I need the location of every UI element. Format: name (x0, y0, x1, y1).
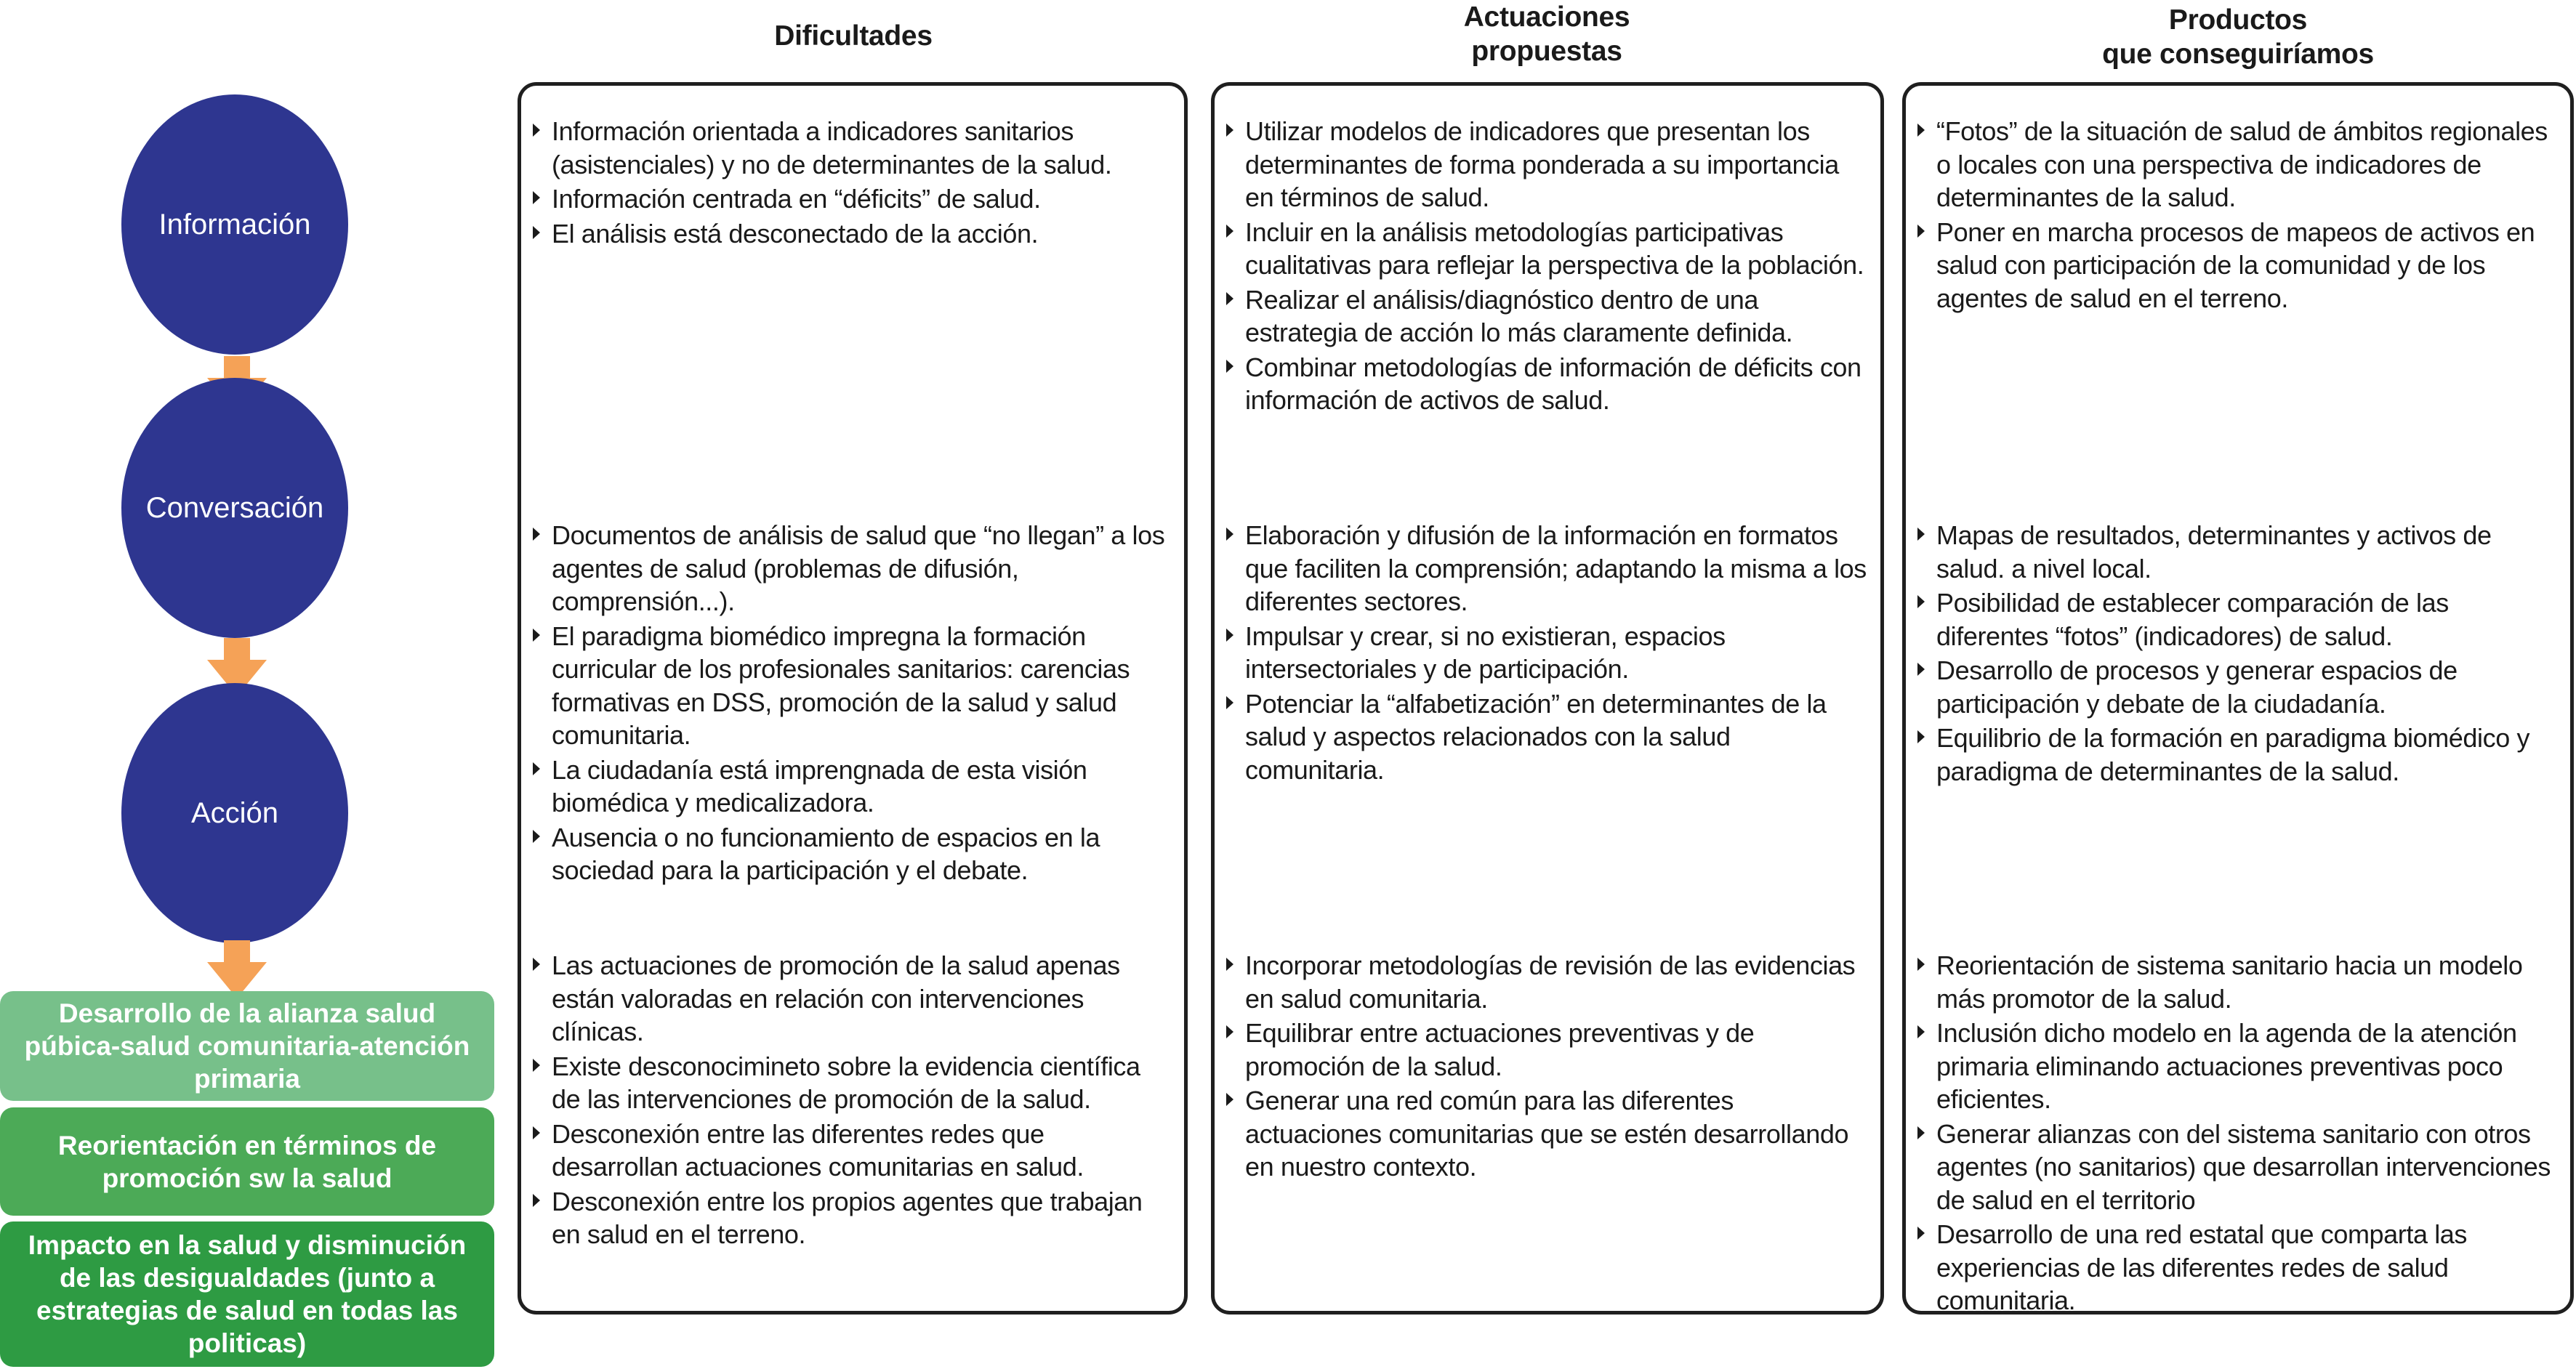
bullet-item (1217, 949, 1870, 1015)
bullet-group-informacion (521, 115, 1184, 251)
outcome-alianza (0, 991, 494, 1101)
bullet-item (1909, 654, 2560, 720)
bullet-text: Existe desconocimineto sobre la evidencia científica de las intervenciones de promoción de la salud. (552, 1051, 1140, 1114)
bullet-triangle-icon (533, 124, 540, 137)
bullet-item (524, 754, 1174, 820)
bullet-item (524, 182, 1174, 216)
bullet-group-accion (1906, 949, 2570, 1319)
bullet-triangle-icon (1917, 124, 1925, 137)
bullet-triangle-icon (1917, 225, 1925, 238)
header-line: Actuaciones (1463, 1, 1630, 33)
bullet-text: Información centrada en “déficits” de salud. (552, 184, 1041, 214)
header-line: Dificultades (774, 20, 933, 52)
bullet-text: Equilibrar entre actuaciones preventivas y de promoción de la salud. (1245, 1018, 1755, 1081)
bullet-item (1217, 283, 1870, 350)
bullet-text: Mapas de resultados, determinantes y activos de salud. a nivel local. (1936, 520, 2492, 583)
bullet-triangle-icon (533, 1194, 540, 1207)
bullet-triangle-icon (533, 1126, 540, 1139)
bullet-item (1217, 620, 1870, 686)
bullet-group-conversacion (1215, 519, 1880, 788)
bullet-triangle-icon (1917, 1227, 1925, 1240)
bullet-text: Información orientada a indicadores sanitarios (asistenciales) y no de determinantes de la salud. (552, 116, 1112, 179)
stage-accion (121, 683, 348, 943)
bullet-item (1217, 1017, 1870, 1083)
panel-actuaciones (1211, 82, 1884, 1315)
bullet-triangle-icon (1226, 958, 1233, 971)
bullet-item (1217, 519, 1870, 618)
bullet-item (1217, 115, 1870, 214)
bullet-item (524, 1185, 1174, 1251)
bullet-item (1909, 519, 2560, 585)
bullet-text: Equilibrio de la formación en paradigma biomédico y paradigma de determinantes de la salud. (1936, 723, 2530, 786)
header-dificultades (518, 19, 1189, 53)
arrow-down-icon (207, 940, 267, 998)
outcome-label: Impacto en la salud y disminución de las desigualdades (junto a estrategias de salud en todas las politicas) (28, 1230, 467, 1358)
bullet-text: Las actuaciones de promoción de la salud apenas están valoradas en relación con intervenciones clínicas. (552, 950, 1120, 1046)
outcome-label: Desarrollo de la alianza salud púbica-salud comunitaria-atención primaria (24, 998, 470, 1094)
bullet-text: Desconexión entre las diferentes redes que desarrollan actuaciones comunitarias en salud. (552, 1118, 1084, 1182)
bullet-text: “Fotos” de la situación de salud de ámbitos regionales o locales con una perspectiva de indicadores de determinantes de la salud. (1936, 116, 2548, 212)
stage-label: Acción (190, 796, 279, 829)
bullet-triangle-icon (533, 830, 540, 843)
bullet-triangle-icon (533, 629, 540, 642)
bullet-item (524, 519, 1174, 618)
bullet-text: Ausencia o no funcionamiento de espacios en la sociedad para la participación y el debate. (552, 822, 1100, 885)
bullet-item (1909, 586, 2560, 653)
stage-label: Conversación (145, 491, 324, 524)
bullet-text: La ciudadanía está imprengnada de esta visión biomédica y medicalizadora. (552, 754, 1087, 817)
bullet-item (1217, 351, 1870, 417)
bullet-text: Impulsar y crear, si no existieran, espacios intersectoriales y de participación. (1245, 621, 1726, 684)
bullet-item (1909, 216, 2560, 315)
bullet-triangle-icon (1917, 663, 1925, 676)
bullet-triangle-icon (1226, 528, 1233, 541)
bullet-text: Generar una red común para las diferentes actuaciones comunitarias que se estén desarrollando en nuestro contexto. (1245, 1086, 1849, 1182)
bullet-triangle-icon (1917, 730, 1925, 743)
bullet-item (524, 1118, 1174, 1184)
header-line: Productos (2168, 4, 2308, 36)
panel-dificultades (518, 82, 1188, 1315)
bullet-group-accion (521, 949, 1184, 1253)
bullet-triangle-icon (1226, 629, 1233, 642)
outcome-label: Reorientación en términos de promoción sw la salud (57, 1130, 437, 1193)
bullet-triangle-icon (533, 762, 540, 775)
stage-label: Información (158, 208, 311, 241)
bullet-item (1217, 1084, 1870, 1184)
bullet-text: Desarrollo de una red estatal que comparta las experiencias de las diferentes redes de salud comunitaria. (1936, 1219, 2468, 1315)
bullet-text: Incorporar metodologías de revisión de las evidencias en salud comunitaria. (1245, 950, 1856, 1014)
bullet-triangle-icon (533, 191, 540, 204)
bullet-text: Realizar el análisis/diagnóstico dentro de una estrategia de acción lo más claramente definida. (1245, 284, 1793, 347)
header-line: que conseguiríamos (2102, 39, 2374, 70)
bullet-triangle-icon (1917, 1126, 1925, 1139)
bullet-group-accion (1215, 949, 1880, 1185)
bullet-text: Elaboración y difusión de la información en formatos que faciliten la comprensión; adaptando la misma a los diferentes sectores. (1245, 520, 1867, 616)
bullet-text: Utilizar modelos de indicadores que presentan los determinantes de forma ponderada a su importancia en términos de salud. (1245, 116, 1839, 212)
outcome-reorientacion (0, 1107, 494, 1216)
bullet-triangle-icon (1917, 1025, 1925, 1038)
bullet-text: Desconexión entre los propios agentes que trabajan en salud en el terreno. (552, 1186, 1143, 1249)
bullet-item (1909, 1017, 2560, 1116)
bullet-triangle-icon (533, 1059, 540, 1072)
bullet-triangle-icon (1226, 1025, 1233, 1038)
bullet-item (1217, 687, 1870, 787)
bullet-item (524, 821, 1174, 887)
bullet-triangle-icon (1226, 696, 1233, 709)
bullet-text: El paradigma biomédico impregna la formación curricular de los profesionales sanitarios: carencias formativas en DSS, promoción de la salud y salud comunitaria. (552, 621, 1130, 750)
bullet-triangle-icon (1226, 225, 1233, 238)
bullet-item (1909, 722, 2560, 788)
bullet-text: Documentos de análisis de salud que “no llegan” a los agentes de salud (problemas de difusión, comprensión...). (552, 520, 1165, 616)
bullet-triangle-icon (1226, 124, 1233, 137)
bullet-item (1909, 1218, 2560, 1317)
bullet-item (524, 217, 1174, 251)
bullet-group-conversacion (521, 519, 1184, 889)
bullet-triangle-icon (1917, 595, 1925, 608)
bullet-text: Posibilidad de establecer comparación de las diferentes “fotos” (indicadores) de salud. (1936, 588, 2449, 651)
header-line: propuestas (1471, 36, 1622, 67)
panel-productos (1902, 82, 2574, 1315)
header-actuaciones (1211, 0, 1883, 68)
bullet-text: Inclusión dicho modelo en la agenda de la atención primaria eliminando actuaciones preventivas poco eficientes. (1936, 1018, 2517, 1114)
bullet-triangle-icon (533, 958, 540, 971)
bullet-item (1217, 216, 1870, 282)
bullet-text: Generar alianzas con del sistema sanitario con otros agentes (no sanitarios) que desarrollan intervenciones de salud en el territorio (1936, 1118, 2551, 1215)
outcome-impacto (0, 1221, 494, 1367)
bullet-triangle-icon (1917, 528, 1925, 541)
bullet-text: Incluir en la análisis metodologías participativas cualitativas para reflejar la perspectiva de la población. (1245, 217, 1864, 280)
bullet-text: Potenciar la “alfabetización” en determinantes de la salud y aspectos relacionados con la salud comunitaria. (1245, 688, 1827, 785)
bullet-item (524, 1050, 1174, 1116)
bullet-text: Reorientación de sistema sanitario hacia un modelo más promotor de la salud. (1936, 950, 2523, 1014)
bullet-triangle-icon (1917, 958, 1925, 971)
bullet-item (524, 115, 1174, 181)
bullet-item (1909, 1118, 2560, 1217)
bullet-text: Desarrollo de procesos y generar espacios de participación y debate de la ciudadanía. (1936, 655, 2458, 719)
bullet-text: El análisis está desconectado de la acción. (552, 218, 1039, 249)
bullet-text: Poner en marcha procesos de mapeos de activos en salud con participación de la comunidad y de los agentes de salud en el terreno. (1936, 217, 2535, 313)
bullet-text: Combinar metodologías de información de déficits con información de activos de salud. (1245, 352, 1861, 415)
bullet-triangle-icon (533, 528, 540, 541)
stage-conversacion (121, 378, 348, 638)
bullet-group-informacion (1215, 115, 1880, 419)
bullet-triangle-icon (1226, 292, 1233, 305)
bullet-group-informacion (1906, 115, 2570, 316)
bullet-group-conversacion (1906, 519, 2570, 789)
bullet-item (524, 949, 1174, 1049)
bullet-triangle-icon (1226, 360, 1233, 373)
header-productos (1902, 3, 2574, 71)
bullet-item (1909, 949, 2560, 1015)
bullet-item (1909, 115, 2560, 214)
bullet-triangle-icon (533, 226, 540, 239)
bullet-item (524, 620, 1174, 752)
bullet-triangle-icon (1226, 1093, 1233, 1106)
stage-informacion (121, 94, 348, 355)
